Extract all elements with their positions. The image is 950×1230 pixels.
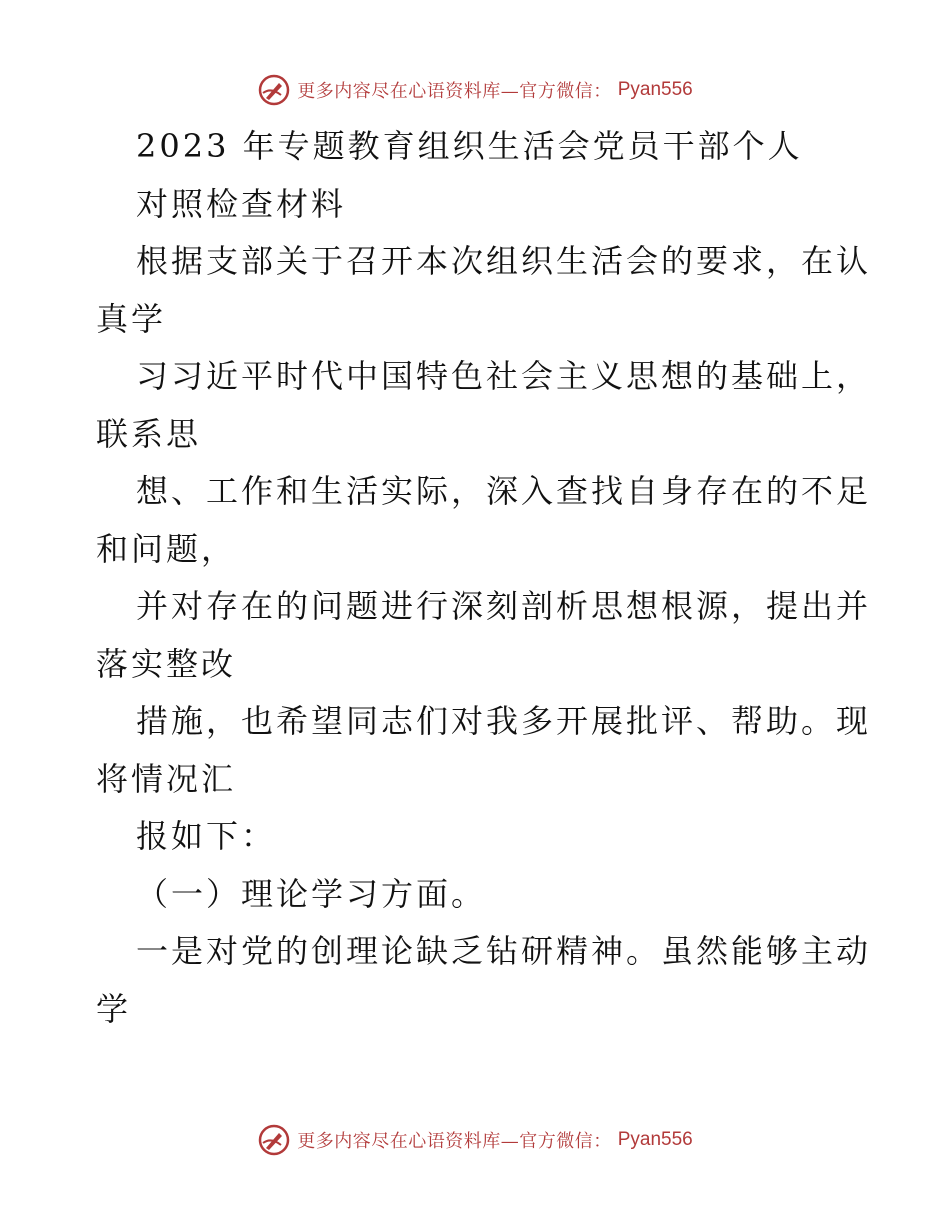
- document-line: 对照检查材料: [136, 184, 347, 223]
- header-watermark-banner: [0, 70, 950, 110]
- document-line: 联系思: [96, 414, 202, 453]
- document-line: 习习近平时代中国特色社会主义思想的基础上，: [136, 357, 872, 395]
- document-body: [96, 118, 872, 1038]
- document-line: 根据支部关于召开本次组织生活会的要求，在认: [136, 242, 872, 280]
- document-line: 将情况汇: [96, 759, 237, 798]
- document-line: 措施，也希望同志们对我多开展批评、帮助。现: [136, 702, 872, 740]
- pen-logo-icon: [257, 1123, 291, 1157]
- document-line: 一是对党的创理论缺乏钻研精神。虽然能够主动: [136, 932, 872, 970]
- document-line: 和问题，: [96, 529, 237, 568]
- document-line: 学: [96, 989, 132, 1028]
- header-banner-text: 更多内容尽在心语资料库—官方微信：: [297, 81, 612, 102]
- document-line: 落实整改: [96, 644, 237, 683]
- document-line: 2023 年专题教育组织生活会党员干部个人: [136, 127, 803, 165]
- document-line: （一）理论学习方面。: [136, 874, 487, 913]
- footer-banner-wechat-id: Pyan556: [617, 1129, 693, 1150]
- footer-watermark-banner: [0, 1120, 950, 1160]
- document-line: 并对存在的问题进行深刻剖析思想根源，提出并: [136, 587, 872, 625]
- document-line: 真学: [96, 299, 167, 338]
- document-line: 想、工作和生活实际，深入查找自身存在的不足: [136, 472, 872, 510]
- footer-banner-text: 更多内容尽在心语资料库—官方微信：: [297, 1131, 612, 1152]
- header-banner-wechat-id: Pyan556: [617, 79, 693, 100]
- document-line: 报如下：: [136, 817, 277, 855]
- pen-logo-icon: [257, 73, 291, 107]
